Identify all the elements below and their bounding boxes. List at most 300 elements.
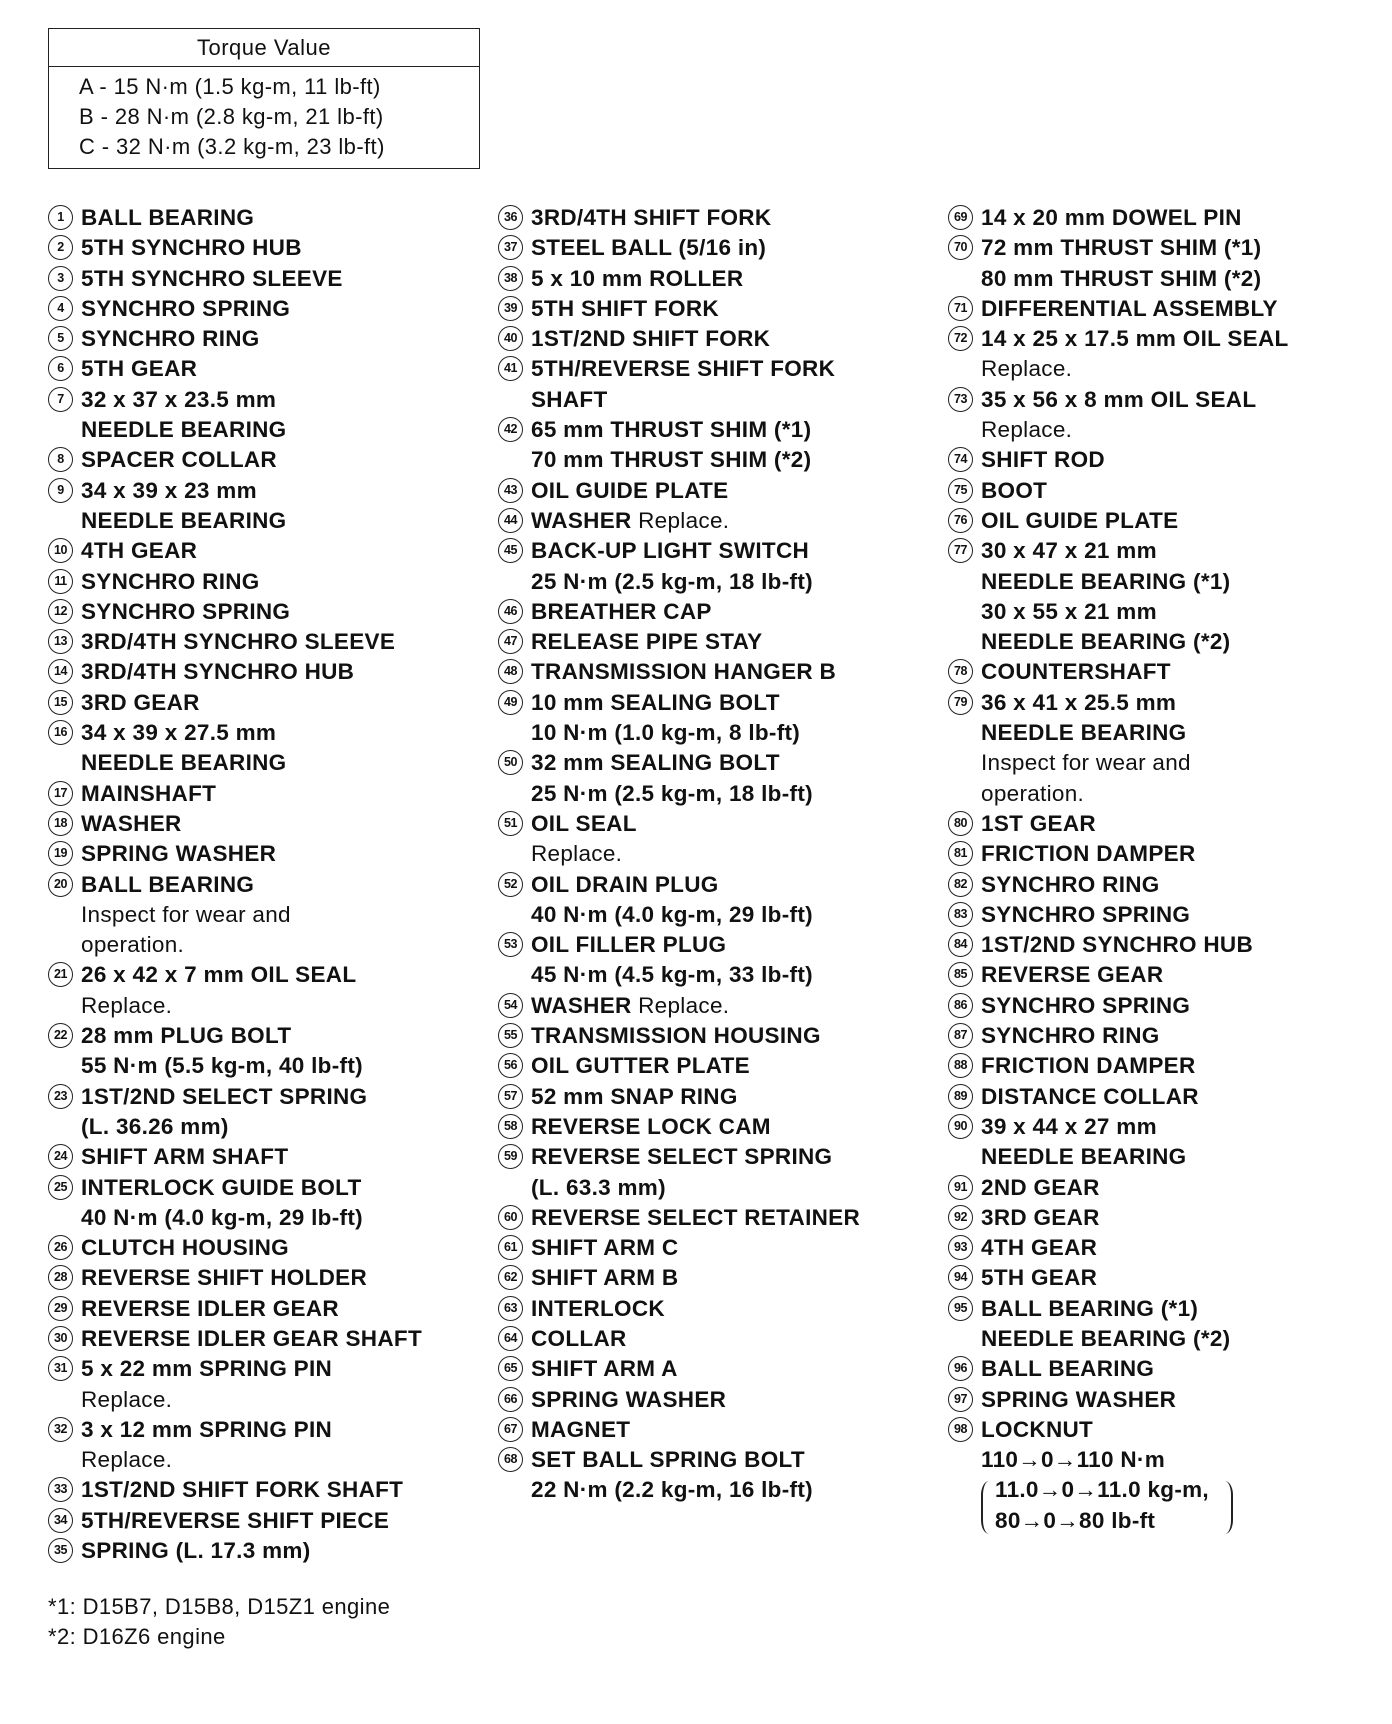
part-name: OIL GUIDE PLATE [531,477,729,503]
part-name: 14 x 25 x 17.5 mm OIL SEAL [981,326,1289,352]
part-name: FRICTION DAMPER [981,841,1196,867]
part-item [948,506,1388,536]
footnote-2: *2: D16Z6 engine [48,1624,226,1649]
part-name: 3RD/4TH SHIFT FORK [531,205,772,230]
part-item [948,536,1388,657]
part-item [948,870,1388,900]
part-item [498,415,938,476]
part-detail: NEEDLE BEARING (*2) [981,1325,1231,1351]
part-item [48,1142,488,1172]
circled-number-icon: 90 [948,1114,973,1139]
part-item [948,1173,1388,1203]
part-name: 5TH SHIFT FORK [531,295,719,321]
part-name: REVERSE IDLER GEAR [81,1295,339,1321]
parts-column-3 [948,203,1388,1536]
part-detail: NEEDLE BEARING [981,720,1187,746]
part-item [948,1415,1388,1536]
part-detail: NEEDLE BEARING [981,1144,1187,1170]
part-name: 34 x 39 x 27.5 mm [81,720,277,746]
circled-number-icon: 18 [48,811,73,836]
part-name: SPRING WASHER [531,1386,727,1412]
part-detail: NEEDLE BEARING (*1) [981,568,1231,594]
part-detail: 25 N·m (2.5 kg-m, 18 lb-ft) [531,568,813,594]
part-item [498,476,938,506]
part-item [48,324,488,354]
circled-number-icon: 84 [948,932,973,957]
part-item [498,294,938,324]
part-name: 1ST/2ND SHIFT FORK SHAFT [81,1477,404,1503]
part-note: Replace. [981,417,1073,443]
circled-number-icon: 40 [498,326,523,351]
part-name: BALL BEARING (*1) [981,1295,1199,1321]
part-item [498,1385,938,1415]
circled-number-icon: 67 [498,1417,523,1442]
part-name: SPACER COLLAR [81,447,277,473]
circled-number-icon: 95 [948,1296,973,1321]
part-item [48,809,488,839]
circled-number-icon: 24 [48,1144,73,1169]
circled-number-icon: 85 [948,962,973,987]
part-name: BOOT [981,477,1048,503]
part-item [48,1354,488,1415]
part-item [948,1051,1388,1081]
part-item [48,960,488,1021]
part-name: DISTANCE COLLAR [981,1083,1199,1109]
part-name: DIFFERENTIAL ASSEMBLY [981,295,1278,321]
circled-number-icon: 77 [948,538,973,563]
part-name: RELEASE PIPE STAY [531,629,763,655]
part-item [48,1415,488,1476]
part-item [48,1506,488,1536]
bracketed-torque [981,1475,1233,1536]
part-detail: NEEDLE BEARING (*2) [981,629,1231,655]
torque-row-c: C - 32 N·m (3.2 kg-m, 23 lb-ft) [79,134,385,159]
circled-number-icon: 62 [498,1265,523,1290]
part-item [948,1294,1388,1355]
part-name: COLLAR [531,1325,627,1351]
part-name: SHIFT ROD [981,447,1105,473]
part-name: FRICTION DAMPER [981,1053,1196,1079]
part-detail: NEEDLE BEARING [81,507,287,533]
part-detail: NEEDLE BEARING [81,750,287,776]
part-item [948,1233,1388,1263]
circled-number-icon: 48 [498,659,523,684]
part-name-text: WASHER [531,992,632,1018]
part-item [948,900,1388,930]
part-note: operation. [981,780,1085,806]
part-detail: 45 N·m (4.5 kg-m, 33 lb-ft) [531,962,813,988]
part-name: 35 x 56 x 8 mm OIL SEAL [981,386,1257,412]
circled-number-icon: 41 [498,356,523,381]
part-name: 4TH GEAR [981,1235,1098,1261]
part-name: WASHER [81,810,182,836]
circled-number-icon: 47 [498,629,523,654]
torque-row-b: B - 28 N·m (2.8 kg-m, 21 lb-ft) [79,104,384,129]
left-bracket [981,1481,991,1534]
circled-number-icon: 61 [498,1235,523,1260]
circled-number-icon: 31 [48,1356,73,1381]
part-name: OIL GUTTER PLATE [531,1053,750,1079]
circled-number-icon: 75 [948,478,973,503]
part-name: SHIFT ARM C [531,1235,679,1261]
part-item [948,991,1388,1021]
part-item [948,294,1388,324]
circled-number-icon: 58 [498,1114,523,1139]
part-item [498,1263,938,1293]
circled-number-icon: 19 [48,841,73,866]
circled-number-icon: 91 [948,1175,973,1200]
torque-table-title: Torque Value [49,29,479,67]
part-name: BACK-UP LIGHT SWITCH [531,538,810,564]
part-name: 1ST/2ND SHIFT FORK [531,326,771,352]
part-name: INTERLOCK [531,1295,665,1321]
part-name: 1ST GEAR [981,810,1096,836]
torque-row-a: A - 15 N·m (1.5 kg-m, 11 lb-ft) [79,74,381,99]
circled-number-icon: 63 [498,1296,523,1321]
part-detail: SHAFT [531,386,608,412]
circled-number-icon: 44 [498,508,523,533]
part-item [498,688,938,749]
part-name: 5TH/REVERSE SHIFT FORK [531,356,836,382]
part-name: REVERSE SHIFT HOLDER [81,1265,368,1291]
circled-number-icon: 60 [498,1205,523,1230]
circled-number-icon: 66 [498,1387,523,1412]
circled-number-icon: 38 [498,266,523,291]
circled-number-icon: 28 [48,1265,73,1290]
circled-number-icon: 14 [48,659,73,684]
part-detail: 70 mm THRUST SHIM (*2) [531,447,812,473]
circled-number-icon: 83 [948,902,973,927]
circled-number-icon: 42 [498,417,523,442]
part-item [48,1475,488,1505]
part-name: SYNCHRO SPRING [81,295,291,321]
part-item [948,1263,1388,1293]
part-item [498,1082,938,1112]
part-item [48,718,488,779]
part-name: 26 x 42 x 7 mm OIL SEAL [81,962,357,988]
part-item [948,1112,1388,1173]
circled-number-icon: 51 [498,811,523,836]
part-name: 52 mm SNAP RING [531,1083,738,1109]
part-item [948,1203,1388,1233]
circled-number-icon: 45 [498,538,523,563]
part-item [498,1021,938,1051]
part-item [48,445,488,475]
part-item [48,233,488,263]
part-name: OIL GUIDE PLATE [981,507,1179,533]
part-item [48,1082,488,1143]
part-name: 3RD/4TH SYNCHRO HUB [81,659,355,685]
part-name: SET BALL SPRING BOLT [531,1447,805,1473]
part-name: SHIFT ARM A [531,1356,678,1382]
part-item [48,385,488,446]
part-item [498,1051,938,1081]
circled-number-icon: 74 [948,447,973,472]
part-item [948,385,1388,446]
part-name: 3RD/4TH SYNCHRO SLEEVE [81,629,396,655]
part-name: 14 x 20 mm DOWEL PIN [981,205,1242,230]
part-name: BREATHER CAP [531,598,712,624]
circled-number-icon: 81 [948,841,973,866]
part-item [48,1536,488,1566]
part-item [48,1263,488,1293]
circled-number-icon: 92 [948,1205,973,1230]
part-name: 5TH/REVERSE SHIFT PIECE [81,1507,390,1533]
part-item [948,445,1388,475]
part-note: Replace. [531,841,623,867]
part-item [498,1415,938,1445]
part-detail: 55 N·m (5.5 kg-m, 40 lb-ft) [81,1053,363,1079]
part-inline-note: Replace. [631,992,730,1018]
circled-number-icon: 79 [948,690,973,715]
circled-number-icon: 5 [48,326,73,351]
part-item [498,1142,938,1203]
part-name: MAGNET [531,1416,631,1442]
circled-number-icon: 94 [948,1265,973,1290]
circled-number-icon: 97 [948,1387,973,1412]
circled-number-icon: 26 [48,1235,73,1260]
part-name: SYNCHRO SPRING [81,598,291,624]
circled-number-icon: 70 [948,235,973,260]
part-name: 32 x 37 x 23.5 mm [81,386,277,412]
part-name: REVERSE GEAR [981,962,1164,988]
circled-number-icon: 49 [498,690,523,715]
circled-number-icon: 23 [48,1084,73,1109]
circled-number-icon: 72 [948,326,973,351]
part-name: SPRING (L. 17.3 mm) [81,1538,311,1564]
part-name: 2ND GEAR [981,1174,1100,1200]
part-name: 5TH SYNCHRO SLEEVE [81,265,343,291]
part-detail: 40 N·m (4.0 kg-m, 29 lb-ft) [531,901,813,927]
part-item [498,748,938,809]
circled-number-icon: 68 [498,1447,523,1472]
part-name: 10 mm SEALING BOLT [531,689,780,715]
circled-number-icon: 6 [48,356,73,381]
part-item [948,930,1388,960]
part-name: INTERLOCK GUIDE BOLT [81,1174,362,1200]
circled-number-icon: 13 [48,629,73,654]
part-name: STEEL BALL (5/16 in) [531,235,767,261]
part-item [48,839,488,869]
circled-number-icon: 93 [948,1235,973,1260]
part-name: REVERSE SELECT RETAINER [531,1204,861,1230]
part-name: 5TH GEAR [81,356,198,382]
part-name: 28 mm PLUG BOLT [81,1023,292,1049]
part-note: Replace. [81,1386,173,1412]
part-name [531,506,938,536]
part-item [498,991,938,1021]
circled-number-icon: 52 [498,872,523,897]
part-name: 1ST/2ND SELECT SPRING [81,1083,368,1109]
part-item [948,476,1388,506]
part-name: LOCKNUT [981,1416,1094,1442]
part-name: 3 x 12 mm SPRING PIN [81,1416,333,1442]
part-item [498,1112,938,1142]
part-name: 34 x 39 x 23 mm [81,477,257,503]
part-item [948,688,1388,809]
parts-column-1 [48,203,488,1566]
part-item [498,809,938,870]
part-name: 30 x 47 x 21 mm [981,538,1157,564]
part-item [948,809,1388,839]
part-name: COUNTERSHAFT [981,659,1171,685]
part-name: 32 mm SEALING BOLT [531,750,780,776]
part-item [498,203,938,233]
part-item [948,657,1388,687]
part-item [948,960,1388,990]
part-name: SPRING WASHER [981,1386,1177,1412]
part-note: Replace. [981,356,1073,382]
part-name: 5 x 22 mm SPRING PIN [81,1356,333,1382]
part-name: 65 mm THRUST SHIM (*1) [531,417,812,443]
part-item [48,657,488,687]
part-name: MAINSHAFT [81,780,217,806]
part-note: Replace. [81,992,173,1018]
circled-number-icon: 17 [48,781,73,806]
part-item [498,1445,938,1506]
part-detail: 110→0→110 N·m [981,1447,1166,1473]
circled-number-icon: 43 [498,478,523,503]
part-item [498,1233,938,1263]
part-detail: 80 mm THRUST SHIM (*2) [981,265,1262,291]
part-item [498,1203,938,1233]
part-item [498,233,938,263]
part-item [48,688,488,718]
circled-number-icon: 46 [498,599,523,624]
circled-number-icon: 56 [498,1053,523,1078]
part-name: REVERSE IDLER GEAR SHAFT [81,1325,422,1351]
part-item [498,506,938,536]
part-detail: (L. 36.26 mm) [81,1113,229,1139]
part-item [948,233,1388,294]
circled-number-icon: 10 [48,538,73,563]
torque-table-rows [49,67,479,168]
part-name: 39 x 44 x 27 mm [981,1113,1157,1139]
circled-number-icon: 53 [498,932,523,957]
part-detail: 40 N·m (4.0 kg-m, 29 lb-ft) [81,1204,363,1230]
circled-number-icon: 21 [48,962,73,987]
circled-number-icon: 89 [948,1084,973,1109]
part-name: SYNCHRO RING [81,326,260,352]
part-note: Inspect for wear and [981,750,1191,776]
part-item [948,1082,1388,1112]
circled-number-icon: 29 [48,1296,73,1321]
part-name: TRANSMISSION HANGER B [531,659,837,685]
part-item [48,1294,488,1324]
part-inline-note: Replace. [631,507,730,533]
part-item [48,567,488,597]
circled-number-icon: 50 [498,750,523,775]
circled-number-icon: 65 [498,1356,523,1381]
right-bracket [1223,1481,1233,1534]
part-name: SHIFT ARM SHAFT [81,1144,289,1170]
part-item [498,264,938,294]
part-item [948,324,1388,385]
part-item [48,597,488,627]
part-name: OIL SEAL [531,810,637,836]
circled-number-icon: 9 [48,478,73,503]
circled-number-icon: 96 [948,1356,973,1381]
part-name: 3RD GEAR [81,689,200,715]
part-item [48,354,488,384]
part-name: BALL BEARING [81,871,255,897]
part-item [498,354,938,415]
circled-number-icon: 25 [48,1175,73,1200]
part-item [498,870,938,931]
part-note: operation. [81,932,185,958]
part-item [48,1173,488,1234]
part-item [948,203,1388,233]
part-name: 5 x 10 mm ROLLER [531,265,744,291]
circled-number-icon: 88 [948,1053,973,1078]
part-detail: 10 N·m (1.0 kg-m, 8 lb-ft) [531,720,801,746]
part-item [498,627,938,657]
footnotes [48,1592,390,1652]
part-item [498,1354,938,1384]
part-name: BALL BEARING [81,205,255,230]
part-detail: 11.0→0→11.0 kg-m, [995,1477,1209,1503]
circled-number-icon: 87 [948,1023,973,1048]
circled-number-icon: 86 [948,993,973,1018]
part-item [48,476,488,537]
part-detail: (L. 63.3 mm) [531,1174,666,1200]
footnote-1: *1: D15B7, D15B8, D15Z1 engine [48,1594,391,1619]
part-item [48,264,488,294]
part-name: 5TH GEAR [981,1265,1098,1291]
part-item [48,627,488,657]
part-detail: 30 x 55 x 21 mm [981,598,1157,624]
part-item [48,779,488,809]
circled-number-icon: 71 [948,296,973,321]
circled-number-icon: 16 [48,720,73,745]
torque-value-table [48,28,480,169]
part-detail: 80→0→80 lb-ft [995,1507,1156,1533]
circled-number-icon: 69 [948,205,973,230]
part-item [948,1385,1388,1415]
part-name: CLUTCH HOUSING [81,1235,289,1261]
part-name: OIL DRAIN PLUG [531,871,719,897]
part-name: REVERSE SELECT SPRING [531,1144,833,1170]
part-item [498,657,938,687]
circled-number-icon: 15 [48,690,73,715]
part-name: 5TH SYNCHRO HUB [81,235,302,261]
part-name: 36 x 41 x 25.5 mm [981,689,1177,715]
part-name [531,991,938,1021]
part-item [48,294,488,324]
circled-number-icon: 55 [498,1023,523,1048]
circled-number-icon: 82 [948,872,973,897]
circled-number-icon: 12 [48,599,73,624]
part-name: REVERSE LOCK CAM [531,1113,771,1139]
part-item [48,1021,488,1082]
circled-number-icon: 78 [948,659,973,684]
circled-number-icon: 7 [48,387,73,412]
circled-number-icon: 73 [948,387,973,412]
part-item [498,324,938,354]
part-detail: NEEDLE BEARING [81,417,287,443]
part-name-text: WASHER [531,507,632,533]
part-detail: 22 N·m (2.2 kg-m, 16 lb-ft) [531,1477,813,1503]
part-item [948,839,1388,869]
part-name: SYNCHRO RING [981,1023,1160,1049]
part-name: 1ST/2ND SYNCHRO HUB [981,932,1253,958]
parts-column-2 [498,203,938,1506]
part-name: SYNCHRO SPRING [981,901,1191,927]
circled-number-icon: 1 [48,205,73,230]
circled-number-icon: 98 [948,1417,973,1442]
circled-number-icon: 39 [498,296,523,321]
part-item [498,597,938,627]
